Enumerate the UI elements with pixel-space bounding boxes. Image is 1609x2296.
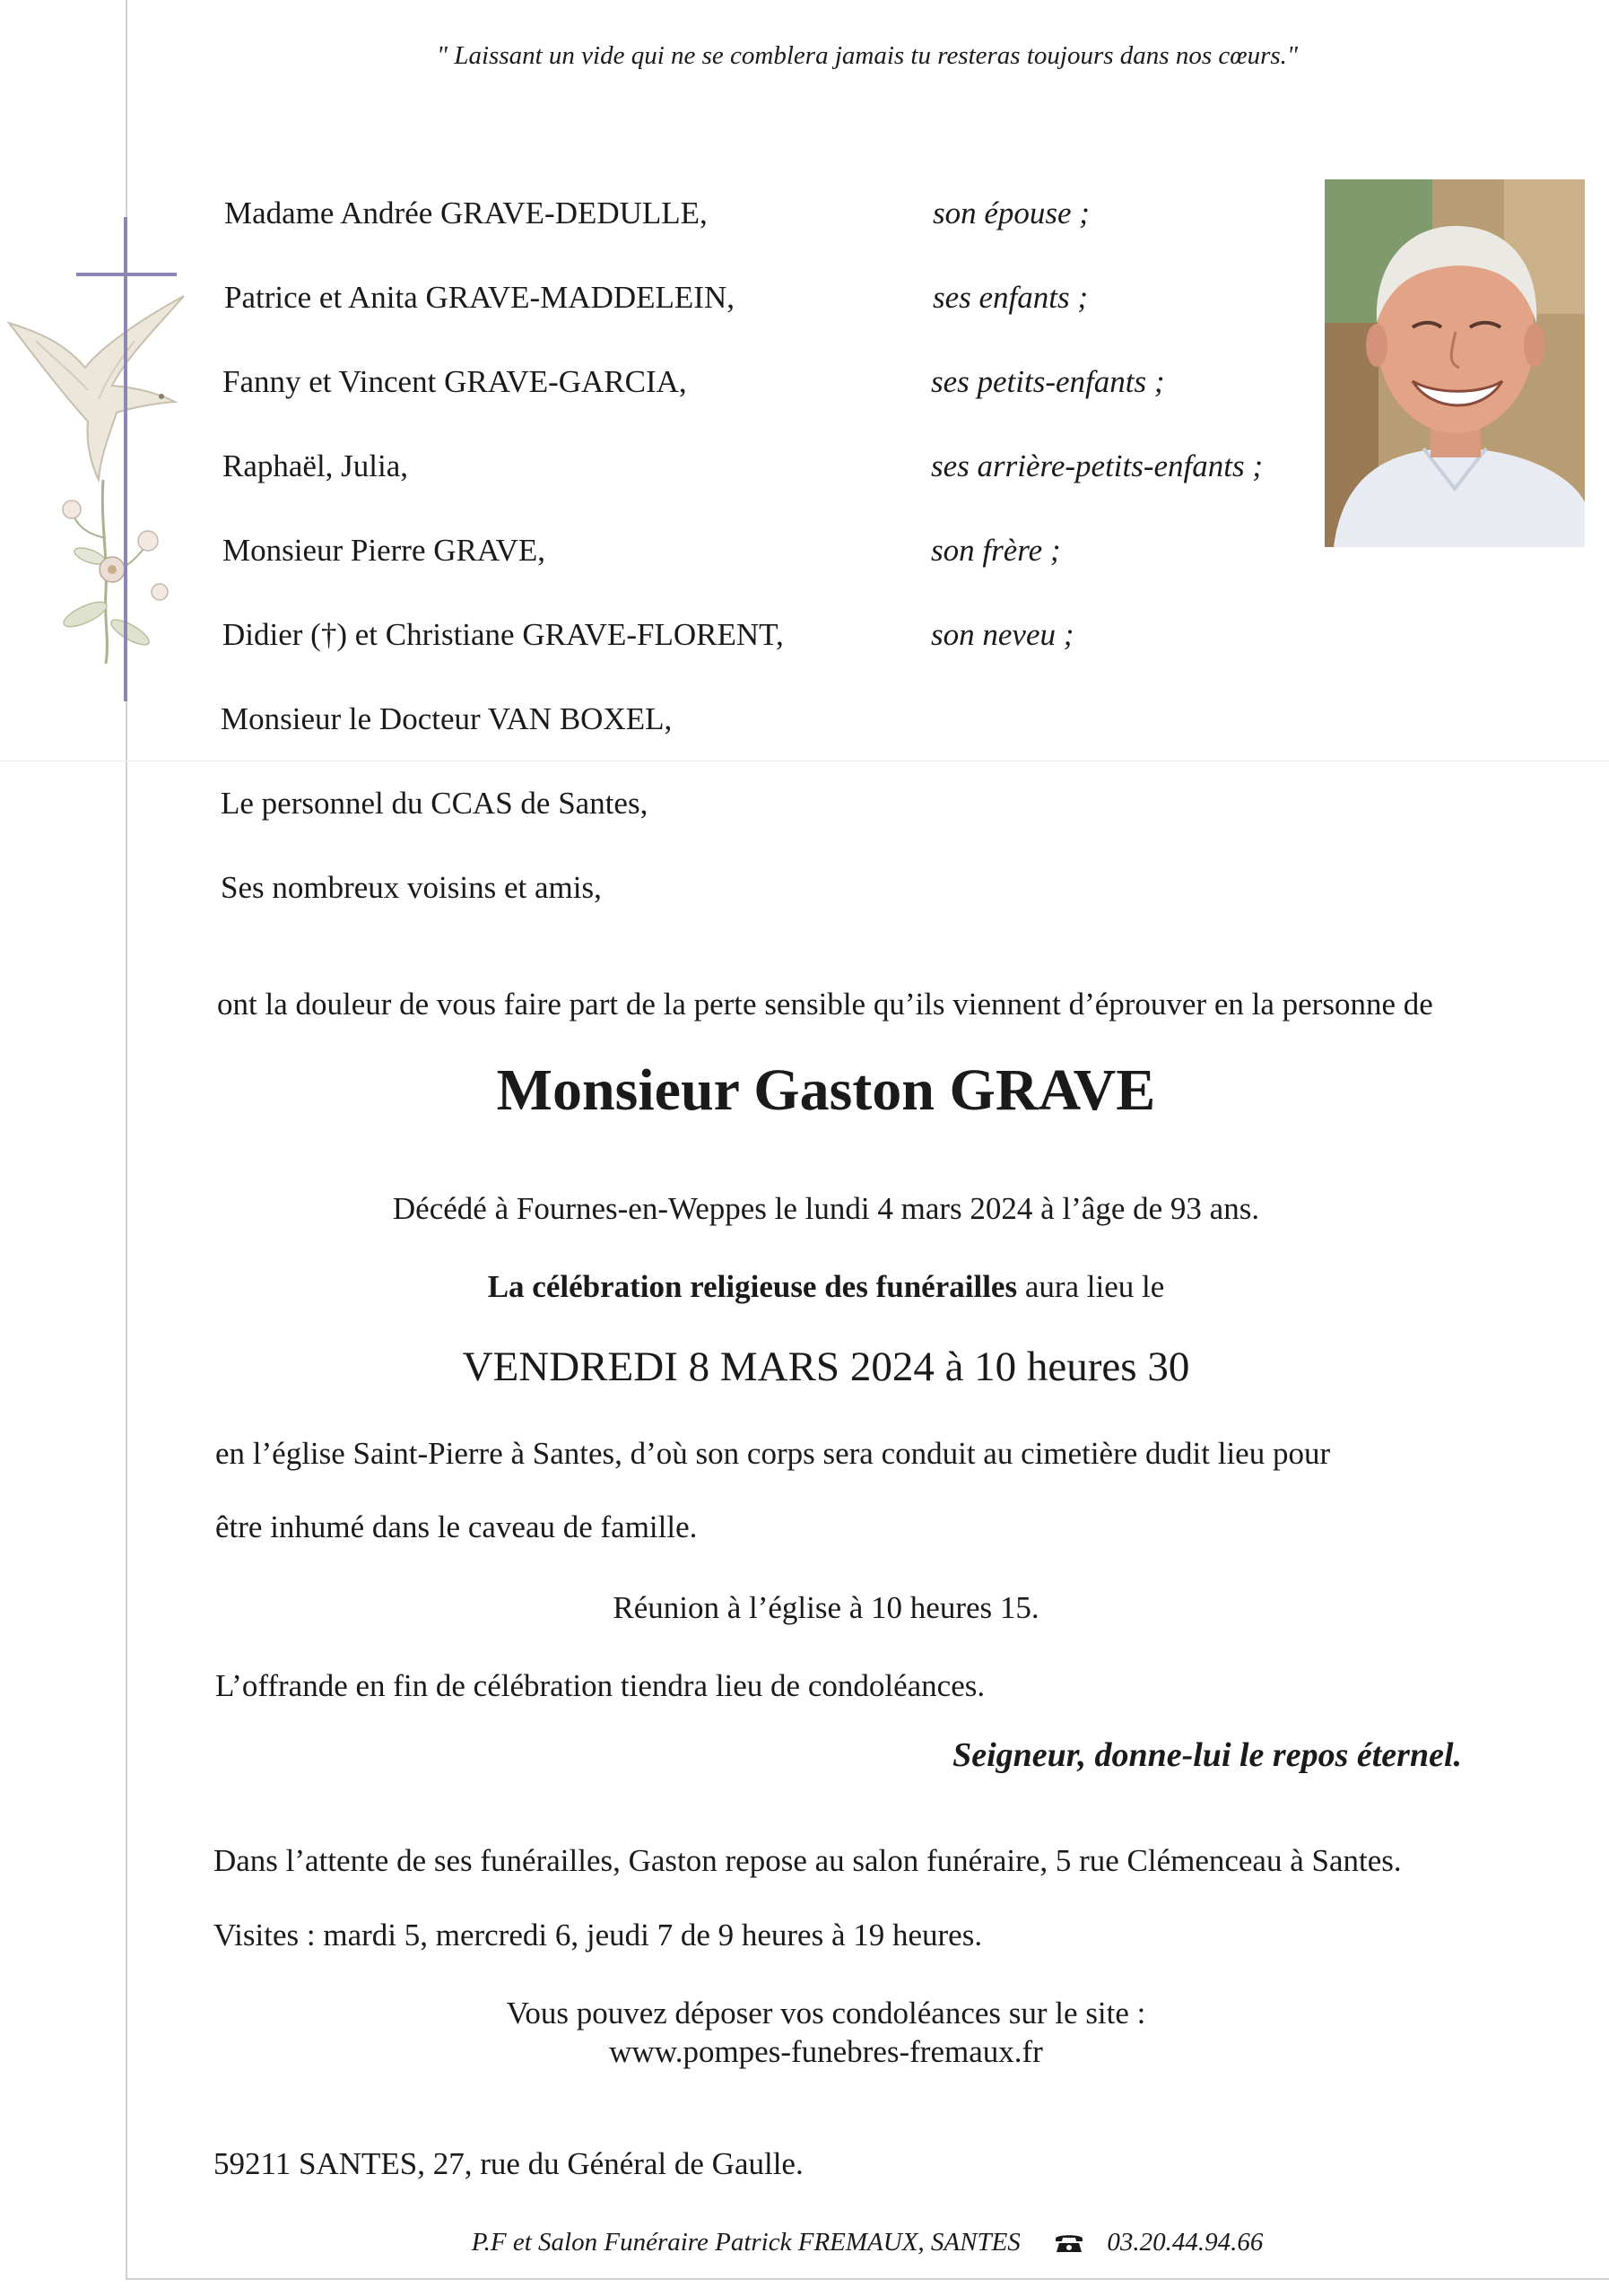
family-relation: son épouse ; bbox=[933, 196, 1090, 230]
footer-company-name: P.F et Salon Funéraire Patrick FREMAUX, SANTES bbox=[471, 2228, 1021, 2257]
family-name: Madame Andrée GRAVE-DEDULLE, bbox=[224, 196, 708, 230]
family-name: Didier (†) et Christiane GRAVE-FLORENT, bbox=[222, 617, 784, 652]
family-relation: ses arrière-petits-enfants ; bbox=[931, 448, 1264, 483]
telephone-icon bbox=[1054, 2231, 1084, 2253]
condolences-website: www.pompes-funebres-fremaux.fr bbox=[609, 2034, 1043, 2069]
family-relation: ses petits-enfants ; bbox=[931, 364, 1165, 399]
ceremony-announcement bbox=[126, 1269, 1526, 1305]
visits-line2: Visites : mardi 5, mercredi 6, jeudi 7 de 9 heures à 19 heures. bbox=[213, 1918, 983, 1952]
cross-vertical-bar bbox=[124, 217, 127, 701]
dove-illustration bbox=[0, 287, 197, 664]
ceremony-date: VENDREDI 8 MARS 2024 à 10 heures 30 bbox=[462, 1344, 1190, 1390]
meeting-time: Réunion à l’église à 10 heures 15. bbox=[613, 1590, 1039, 1625]
family-name: Monsieur Pierre GRAVE, bbox=[222, 533, 546, 568]
ceremony-rest-text: aura lieu le bbox=[1017, 1269, 1165, 1304]
prayer-line: Seigneur, donne-lui le repos éternel. bbox=[952, 1736, 1462, 1774]
family-name: Monsieur le Docteur VAN BOXEL, bbox=[221, 701, 673, 736]
cross-horizontal-bar bbox=[76, 273, 177, 276]
family-name: Le personnel du CCAS de Santes, bbox=[221, 786, 648, 821]
epigraph-quote: " Laissant un vide qui ne se comblera jamais tu resteras toujours dans nos cœurs." bbox=[436, 41, 1299, 70]
visits-line1: Dans l’attente de ses funérailles, Gaston repose au salon funéraire, 5 rue Clémenceau à Santes. bbox=[213, 1843, 1402, 1878]
ceremony-place-line1: en l’église Saint-Pierre à Santes, d’où son corps sera conduit au cimetière dudit lieu pour bbox=[215, 1436, 1331, 1471]
portrait-photo bbox=[1325, 179, 1585, 547]
family-name: Ses nombreux voisins et amis, bbox=[221, 870, 602, 905]
footer-company bbox=[126, 2228, 1609, 2257]
family-relation: son neveu ; bbox=[931, 617, 1074, 652]
offering-notice: L’offrande en fin de célébration tiendra lieu de condoléances. bbox=[215, 1668, 986, 1703]
footer-phone: 03.20.44.94.66 bbox=[1107, 2228, 1264, 2257]
family-name: Patrice et Anita GRAVE-MADDELEIN, bbox=[224, 280, 735, 315]
condolences-line: Vous pouvez déposer vos condoléances sur le site : bbox=[506, 1996, 1146, 2031]
family-name: Fanny et Vincent GRAVE-GARCIA, bbox=[222, 364, 687, 399]
deceased-name: Monsieur Gaston GRAVE bbox=[496, 1057, 1156, 1123]
family-relation: son frère ; bbox=[931, 533, 1061, 568]
ceremony-place-line2: être inhumé dans le caveau de famille. bbox=[215, 1509, 698, 1544]
family-name: Raphaël, Julia, bbox=[222, 448, 409, 483]
family-relation: ses enfants ; bbox=[933, 280, 1089, 315]
address-line: 59211 SANTES, 27, rue du Général de Gaulle. bbox=[213, 2146, 804, 2181]
intro-sentence: ont la douleur de vous faire part de la perte sensible qu’ils viennent d’éprouver en la personne de bbox=[217, 987, 1433, 1022]
frame-bottom-line bbox=[126, 2278, 1609, 2280]
ceremony-bold-text: La célébration religieuse des funérailles bbox=[487, 1269, 1018, 1304]
death-notice: Décédé à Fournes-en-Weppes le lundi 4 mars 2024 à l’âge de 93 ans. bbox=[392, 1191, 1260, 1226]
